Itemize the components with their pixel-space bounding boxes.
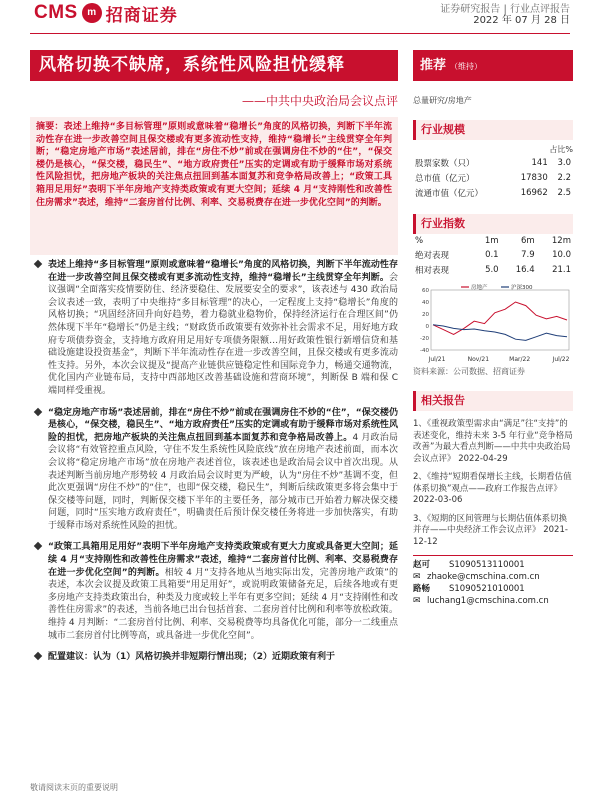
related-report-2[interactable] [413,472,573,507]
y-tick-label: -40 [420,348,429,354]
row-value: 16.4 [515,264,535,275]
logo-cn: 招商证券 [105,5,178,26]
author-name: 赵可 [413,560,431,570]
index-chart-svg [413,280,573,364]
legend-label: 房地产 [471,285,488,291]
author-email[interactable]: ✉ luchang1@cmschina.com.cn [413,595,573,607]
row-value: 21.1 [552,264,571,275]
chart-source: 资料来源：公司数据、招商证券 [413,367,525,376]
author-row [413,583,573,595]
paragraph-lead: 表述上维持“多目标管理”原则或意味着“稳增长”角度的风格切换，判断下半年流动性存在进一步改善空间且保交楼或有更多流动性支持，维持“稳增长”主线贯穿全年判断。 [48,260,398,283]
cms-logo [34,2,178,24]
scale-table [413,155,573,200]
col-header: 1m [484,235,499,246]
y-tick-label: 0 [425,324,429,330]
row-label: 流通市值（亿元） [415,188,484,199]
row-label: 相对表现 [415,265,450,276]
sector-label: 总量研究/房地产 [413,96,472,105]
paragraph-text: 相较 4 月“支持各地从当地实际出发，完善房地产政策”的表述，本次会议提及政策工具箱要“用足用好”，或说明政策储备充足，后续各地或有更多房地产支持类政策出台，种类及力度或较上半年有更多空间；延续 4 月“支持刚性和改善性住房需求”的表述，当前各地已出台包括首套、二套房首付比例和利率等放松政策。维持 4 月判断：“二套房首付比例、利率、交易税费等均具备优化可能，部分一二线重点城市二套房首付比例等高，或具备进一步优化空间”。 [48,567,398,641]
logo-en: CMS [34,2,78,23]
row-label: 总市值（亿元） [415,173,475,184]
index-table [413,234,573,277]
author-id: S1090521010001 [449,584,525,594]
paragraph-text: 4 月政治局会议将“有效管控重点风险，守住不发生系统性风险底线”放在房地产表述前面，而本次会议将“稳定房地产市场”放在房地产表述首位，该表述也是政治局会议中首次出现。从表述判断当前房地产形势较 4 月政治局会议时更为严峻，认为“房住不炒”基调不变，但此次更强调“房住不炒”的“住”，也即“保交楼，稳民生”，判断后续政策更多将会集中于保交楼等问题，同时，判断保交楼下半年的主要任务，部分城市已开始着力解决保交楼问题，同时“压实地方政府责任”，明确责任后预计保交楼任务将进一步加快落实，有助于缓释市场对系统性风险的担忧。 [48,432,398,531]
footer-note: 敬请阅读末页的重要说明 [30,783,118,792]
row-pct: 2.2 [557,172,571,183]
table-header-row [413,234,573,247]
table-row [413,262,573,277]
header-divider [30,33,570,34]
x-tick-label: Jul/22 [552,356,570,363]
row-value: 10.0 [552,249,571,260]
report-title: 风格切换不缺席，系统性风险担忧缓释 [30,50,398,81]
legend-label: 沪深300 [511,285,533,291]
paragraph-text: 会议强调“全面落实疫情要防住、经济要稳住、发展要安全的要求”，该表述与 430 政治局会议表述一致，表明了中央维持“多目标管理”的决心，一定程度上支持“稳增长”角度的风格切换；“巩固经济回升向好趋势，着力稳就业稳物价，保持经济运行在合理区间”仍然体现下半年“稳增长”仍是主线；“财政货币政策要有效弥补社会需求不足，用好地方政府专项债券资金，支持地方政府用足用好专项债务限额…用好政策性银行新增信贷和基础设施建设投资基金”，判断下半年流动性存在进一步改善空间，且保交楼或有更多流动性支持。另外，本次会议提及“提高产业链供应链稳定性和国际竞争力，畅通交通物流，优化国内产业链布局，支持中西部地区改善基础设施和营商环境”，判断保 B 端和保 C 端同样受重视。 [48,272,398,396]
author-email[interactable]: ✉ zhaoke@cmschina.com.cn [413,571,573,583]
row-pct: 3.0 [557,157,571,168]
paragraph-lead: “政策工具箱用足用好”表明下半年房地产支持类政策或有更大力度或具备更大空间；延续 4 月“支持刚性和改善性住房需求”表述，维持“二套房首付比例、利率、交易税费存在进一步优化空间”的判断。 [48,542,398,578]
index-chart [413,280,573,364]
related-title: 1、《重视政策型需求由“满足”往“支持”的表述变化，维持未来 3-5 年行业“竞争格局改善”为最大看点判断——中共中央政治局会议点评》 [413,419,573,464]
rating-label: 推荐 [420,58,447,73]
rating-sub: （维持） [450,62,483,71]
row-value: 5.0 [485,264,499,275]
related-title: 2、《维持“短期看保增长主线，长期看估值体系切换”观点——政府工作报告点评》 [413,472,572,494]
page-header [0,0,600,34]
y-tick-label: 20 [422,312,429,318]
logo-seal-icon: m [82,3,102,23]
rating-band [413,50,573,81]
x-tick-label: Jul/21 [428,356,446,363]
row-value: 17830 [520,172,548,183]
row-label: 绝对表现 [415,250,450,261]
related-heading: 相关报告 [413,391,573,411]
related-title: 3、《短期的区间管理与长期估值体系切换并存——中央经济工作会议点评》 [413,513,568,535]
row-value: 16962 [520,187,548,198]
authors-block [413,555,573,607]
related-report-1[interactable] [413,419,573,465]
row-label: 股票家数（只） [415,158,475,169]
diamond-bullet-icon [34,407,42,415]
plot-frame [431,290,569,350]
y-tick-label: 40 [422,300,429,306]
scale-heading: 行业规模 [413,120,573,140]
table-row [413,247,573,262]
diamond-bullet-icon [34,260,42,268]
sidebar [413,50,573,607]
author-id: S1090513110001 [449,560,525,570]
table-row [413,155,573,170]
table-row [413,185,573,200]
index-heading: 行业指数 [413,214,573,234]
body-paragraph-3 [30,541,398,642]
report-subtitle: ——中共中央政治局会议点评 [241,94,398,108]
author-name: 路畅 [413,584,431,594]
y-tick-label: 60 [422,288,429,294]
diamond-bullet-icon [34,652,42,660]
paragraph-lead: 配置建议：认为（1）风格切换并非短期行情出现；（2）近期政策有利于 [48,652,336,663]
body-paragraph-2 [30,407,398,533]
row-value: 7.9 [521,249,535,260]
series-line-1 [433,302,567,334]
related-date: 2022-04-29 [458,453,508,464]
paragraph-lead: “稳定房地产市场”表述居前，排在“房住不炒”前或在强调房住不炒的“住”，“保交楼仍是核心，“保交楼，稳民生”、“地方政府责任”压实的定调或有助于缓释市场对系统性风险的担忧，把房地产板块的关注焦点扭回到基本面复苏和竞争格局改善上。 [48,407,398,443]
scale-unit: 占比% [549,145,573,154]
row-value: 0.1 [485,249,499,260]
report-type: 证券研究报告 | 行业点评报告 [440,4,570,15]
diamond-bullet-icon [34,542,42,550]
row-pct: 2.5 [557,187,571,198]
table-row [413,170,573,185]
series-line-2 [433,325,567,341]
x-tick-label: Mar/22 [509,356,531,363]
related-date: 2021-12-12 [413,525,568,547]
author-row [413,559,573,571]
col-header: 12m [551,235,571,246]
body-paragraph-4 [30,651,398,664]
body-paragraph-1 [30,259,398,398]
related-report-3[interactable] [413,514,573,549]
y-tick-label: -20 [420,336,429,342]
report-date: 2022 年 07 月 28 日 [473,15,570,26]
summary-box: 摘要：表述上维持“多目标管理”原则或意味着“稳增长”角度的风格切换，判断下半年流动性存在进一步改善空间且保交楼或有更多流动性支持，维持“稳增长”主线贯穿全年判断；“稳定房地产市场”表述居前，排在“房住不炒”前或在强调房住不炒的“住”，“保交楼仍是核心，“保交楼，稳民生”、“地方政府责任”压实的定调或有助于缓释市场对系统性风险担忧，把房地产板块的关注焦点扭回到基本面复苏和竞争格局改善上；“政策工具箱用足用好”表明下半年房地产支持类政策或有更大空间；延续 4 月“支持刚性和改善性住房需求”表述，维持“二套房首付比例、利率、交易税费存在进一步优化空间”的判断。 [30,117,398,255]
report-body [30,259,398,673]
related-reports [413,419,573,548]
related-date: 2022-03-06 [413,495,463,505]
row-value: 141 [531,157,548,168]
x-tick-label: Nov/21 [467,356,490,363]
col-header: % [415,235,424,246]
col-header: 6m [520,235,535,246]
